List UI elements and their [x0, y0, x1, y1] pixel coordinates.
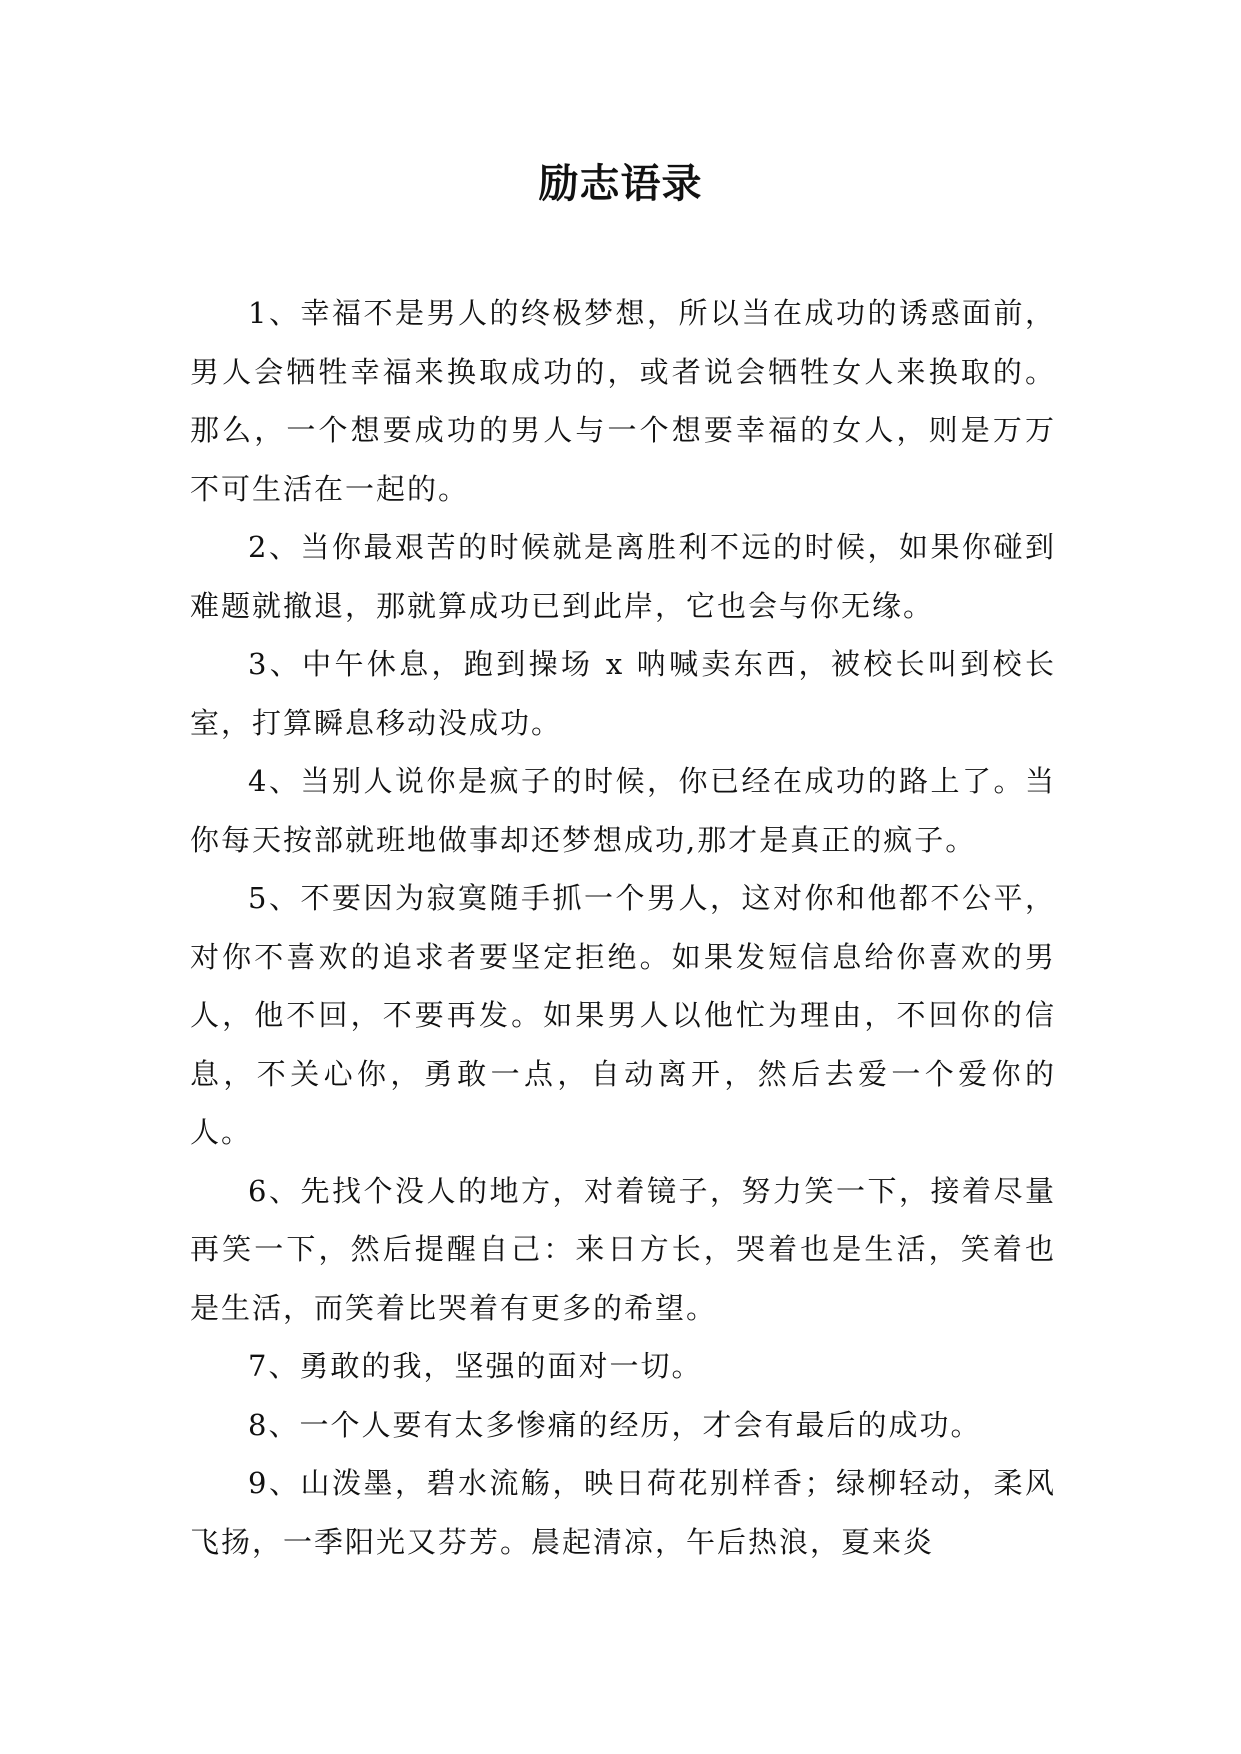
- paragraph-3: 3、中午休息，跑到操场 x 呐喊卖东西，被校长叫到校长室，打算瞬息移动没成功。: [190, 647, 1056, 740]
- document-title: 励志语录: [538, 160, 703, 207]
- paragraph-9: 9、山泼墨，碧水流觞，映日荷花别样香；绿柳轻动，柔风飞扬，一季阳光又芬芳。晨起清凉，午后热浪，夏来炎: [190, 1466, 1056, 1559]
- paragraph-2: 2、当你最艰苦的时候就是离胜利不远的时候，如果你碰到难题就撤退，那就算成功已到此岸，它也会与你无缘。: [190, 530, 1056, 623]
- paragraph-4: 4、当别人说你是疯子的时候，你已经在成功的路上了。当你每天按部就班地做事却还梦想成功,那才是真正的疯子。: [190, 764, 1056, 857]
- paragraph-6: 6、先找个没人的地方，对着镜子，努力笑一下，接着尽量再笑一下，然后提醒自己：来日方长，哭着也是生活，笑着也是生活，而笑着比哭着有更多的希望。: [190, 1173, 1056, 1325]
- paragraph-1: 1、幸福不是男人的终极梦想，所以当在成功的诱惑面前，男人会牺牲幸福来换取成功的，或者说会牺牲女人来换取的。那么，一个想要成功的男人与一个想要幸福的女人，则是万万不可生活在一起的。: [190, 296, 1056, 506]
- paragraph-7: 7、勇敢的我，坚强的面对一切。: [248, 1349, 703, 1383]
- paragraph-8: 8、一个人要有太多惨痛的经历，才会有最后的成功。: [248, 1407, 982, 1442]
- paragraph-5: 5、不要因为寂寞随手抓一个男人，这对你和他都不公平，对你不喜欢的追求者要坚定拒绝。如果发短信息给你喜欢的男人，他不回，不要再发。如果男人以他忙为理由，不回你的信息，不关心你，勇敢一点，自动离开，然后去爱一个爱你的人。: [190, 881, 1056, 1149]
- document-body: [190, 284, 1056, 1571]
